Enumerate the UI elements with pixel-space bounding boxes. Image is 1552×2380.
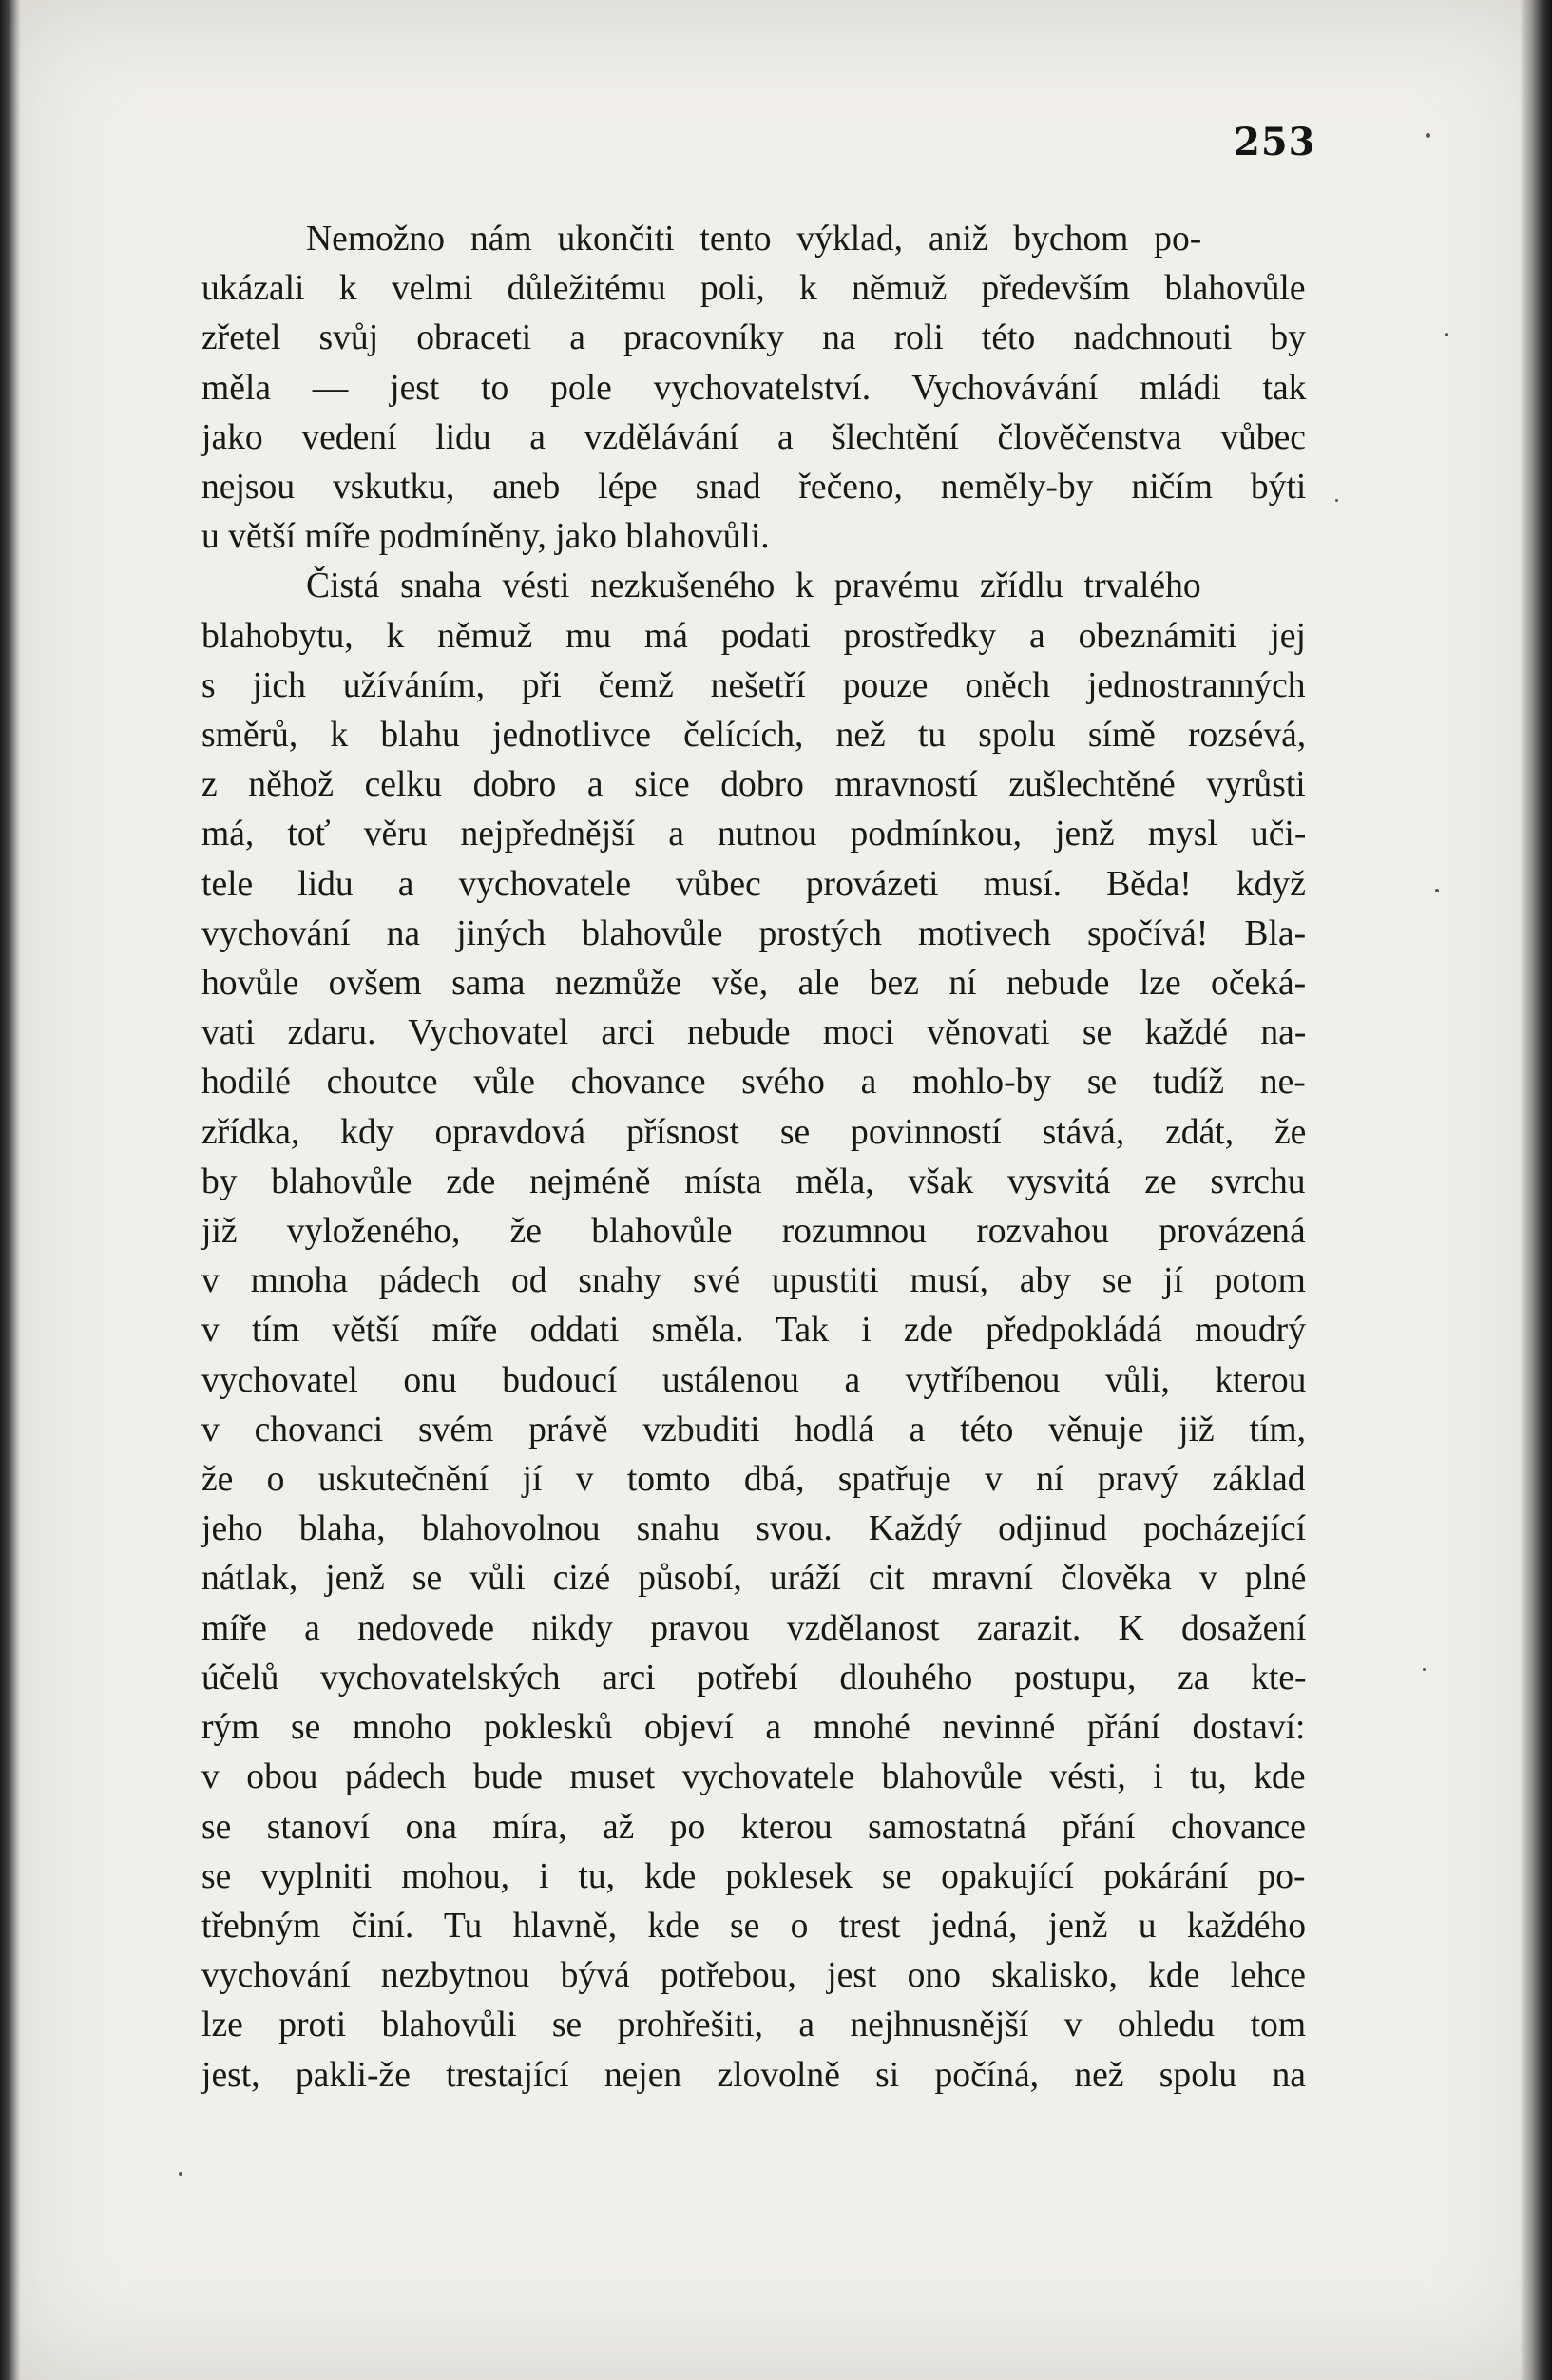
- text-line: zřetel svůj obraceti a pracovníky na roli této nadchnouti by: [201, 318, 1306, 358]
- text-line: v obou pádech bude muset vychovatele blahovůle vésti, i tu, kde: [201, 1757, 1306, 1797]
- scan-speck: [1426, 133, 1430, 138]
- text-line: ukázali k velmi důležitému poli, k němuž především blahovůle: [201, 269, 1306, 309]
- text-line: vati zdaru. Vychovatel arci nebude moci věnovati se každé na-: [201, 1013, 1307, 1053]
- text-line: hodilé choutce vůle chovance svého a mohlo-by se tudíž ne-: [201, 1063, 1306, 1103]
- scan-speck: [1423, 1668, 1426, 1671]
- text-line: již vyloženého, že blahovůle rozumnou rozvahou provázená: [201, 1212, 1306, 1252]
- text-line: míře a nedovede nikdy pravou vzdělanost zarazit. K dosažení: [201, 1608, 1307, 1648]
- text-line: v tím větší míře oddati směla. Tak i zde předpokládá moudrý: [201, 1311, 1306, 1351]
- text-line: jako vedení lidu a vzdělávání a šlechtění člověčenstva vůbec: [201, 417, 1306, 457]
- text-line: zřídka, kdy opravdová přísnost se povinností stává, zdát, že: [201, 1112, 1307, 1152]
- text-line: tele lidu a vychovatele vůbec provázeti musí. Běda! když: [201, 864, 1306, 904]
- text-line: v chovanci svém právě vzbuditi hodlá a této věnuje již tím,: [201, 1410, 1307, 1449]
- text-line: blahobytu, k němuž mu má podati prostředky a obeznámiti jej: [201, 616, 1306, 656]
- page-number: 253: [1234, 120, 1316, 164]
- text-line: nátlak, jenž se vůli cizé působí, uráží cit mravní člověka v plné: [201, 1559, 1307, 1599]
- scan-speck: [179, 2172, 182, 2176]
- text-line: jeho blaha, blahovolnou snahu svou. Každý odjinud pocházející: [201, 1509, 1307, 1549]
- text-line: měla — jest to pole vychovatelství. Vychovávání mládi tak: [201, 368, 1307, 408]
- text-line: Čistá snaha vésti nezkušeného k pravému zřídlu trvalého: [306, 566, 1201, 606]
- left-binding-shadow: [0, 0, 21, 2380]
- text-line: vychování nezbytnou bývá potřebou, jest ono skalisko, kde lehce: [201, 1956, 1306, 1996]
- text-line: u větší míře podmíněny, jako blahovůli.: [201, 517, 770, 557]
- paragraph-1: [201, 215, 1306, 562]
- text-line: v mnoha pádech od snahy své upustiti musí, aby se jí potom: [201, 1261, 1306, 1301]
- text-line: rým se mnoho poklesků objeví a mnohé nevinné přání dostaví:: [201, 1708, 1306, 1748]
- text-line: se stanoví ona míra, až po kterou samostatná přání chovance: [201, 1807, 1306, 1847]
- scan-speck: [1435, 889, 1439, 892]
- text-line: účelů vychovatelských arci potřebí dlouhého postupu, za kte-: [201, 1658, 1307, 1698]
- paragraph-2: [201, 562, 1306, 2100]
- text-line: nejsou vskutku, aneb lépe snad řečeno, neměly-by ničím býti: [201, 468, 1307, 508]
- text-line: se vyplniti mohou, i tu, kde poklesek se opakující pokárání po-: [201, 1856, 1306, 1896]
- text-line: že o uskutečnění jí v tomto dbá, spatřuje v ní pravý základ: [201, 1460, 1306, 1500]
- text-line: by blahovůle zde nejméně místa měla, však vysvitá ze svrchu: [201, 1161, 1306, 1201]
- text-line: vychovatel onu budoucí ustálenou a vytříbenou vůli, kterou: [201, 1360, 1307, 1400]
- text-line: vychování na jiných blahovůle prostých motivech spočívá! Bla-: [201, 913, 1307, 953]
- text-line: hovůle ovšem sama nezmůže vše, ale bez ní nebude lze očeká-: [201, 964, 1307, 1004]
- text-line: s jich užíváním, při čemž nešetří pouze oněch jednostranných: [201, 665, 1306, 705]
- text-line: má, toť věru nejpřednější a nutnou podmínkou, jenž mysl uči-: [201, 815, 1307, 854]
- text-line: směrů, k blahu jednotlivce čelících, než tu spolu símě rozsévá,: [201, 716, 1307, 756]
- scan-speck: [1445, 333, 1448, 336]
- text-line: jest, pakli-že trestající nejen zlovolně si počíná, než spolu na: [201, 2055, 1306, 2095]
- scan-speck: [1335, 499, 1338, 502]
- text-line: z něhož celku dobro a sice dobro mravností zušlechtěné vyrůsti: [201, 765, 1306, 805]
- body-text: [201, 215, 1306, 2101]
- right-page-edge: [1520, 0, 1552, 2380]
- text-line: lze proti blahovůli se prohřešiti, a nejhnusnější v ohledu tom: [201, 2006, 1307, 2045]
- text-line: třebným činí. Tu hlavně, kde se o trest jedná, jenž u každého: [201, 1906, 1307, 1946]
- text-line: Nemožno nám ukončiti tento výklad, aniž bychom po-: [306, 220, 1202, 259]
